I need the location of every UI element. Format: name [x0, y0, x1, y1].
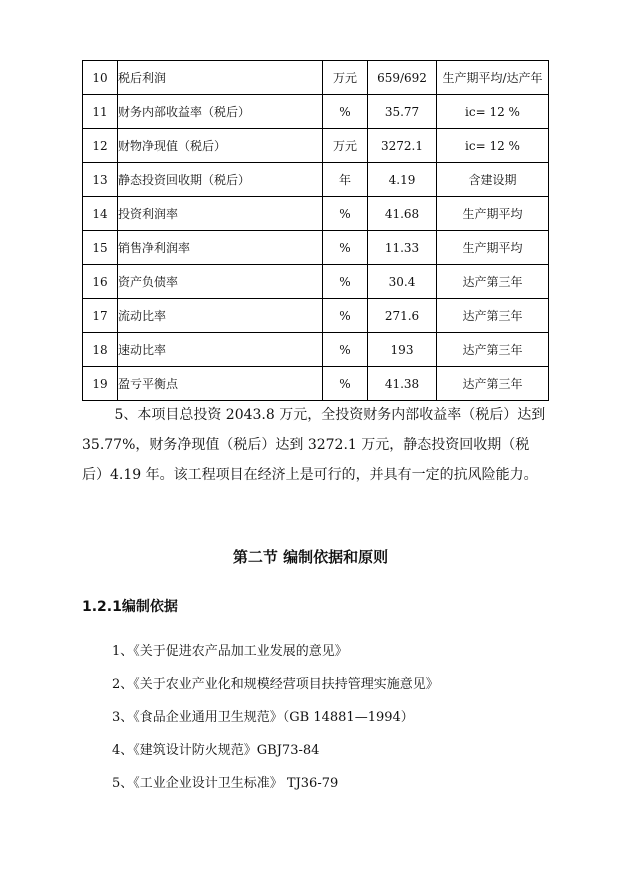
- unit-cell: %: [323, 231, 368, 265]
- note-cell: 生产期平均: [437, 197, 549, 231]
- table-row: [83, 333, 549, 367]
- unit-cell: 万元: [323, 129, 368, 163]
- note-cell: 达产第三年: [437, 299, 549, 333]
- unit-cell: %: [323, 333, 368, 367]
- note-cell: 含建设期: [437, 163, 549, 197]
- row-number: 13: [83, 163, 118, 197]
- row-number: 14: [83, 197, 118, 231]
- unit-cell: 万元: [323, 61, 368, 95]
- subheading-basis: 1.2.1编制依据: [82, 599, 178, 615]
- unit-cell: %: [323, 299, 368, 333]
- note-cell: 生产期平均: [437, 231, 549, 265]
- value-cell: 41.38: [368, 367, 437, 401]
- table-row: [83, 129, 549, 163]
- indicator-name: 盈亏平衡点: [118, 367, 323, 401]
- reference-item: 1、《关于促进农产品加工业发展的意见》: [112, 644, 348, 659]
- note-cell: 达产第三年: [437, 367, 549, 401]
- indicator-name: 资产负债率: [118, 265, 323, 299]
- section-title: 第二节 编制依据和原则: [232, 548, 389, 566]
- row-number: 19: [83, 367, 118, 401]
- unit-cell: 年: [323, 163, 368, 197]
- value-cell: 193: [368, 333, 437, 367]
- row-number: 16: [83, 265, 118, 299]
- value-cell: 30.4: [368, 265, 437, 299]
- row-number: 15: [83, 231, 118, 265]
- indicator-name: 税后利润: [118, 61, 323, 95]
- reference-item: 4、《建筑设计防火规范》GBJ73-84: [112, 743, 320, 758]
- row-number: 18: [83, 333, 118, 367]
- table-row: [83, 231, 549, 265]
- unit-cell: %: [323, 367, 368, 401]
- table-row: [83, 61, 549, 95]
- table-row: [83, 367, 549, 401]
- note-cell: ic= 12 %: [437, 129, 549, 163]
- table-row: [83, 197, 549, 231]
- value-cell: 41.68: [368, 197, 437, 231]
- summary-paragraph: 5、本项目总投资 2043.8 万元，全投资财务内部收益率（税后）达到 35.77%，财务净现值（税后）达到 3272.1 万元，静态投资回收期（税后）4.19 年。该工程项目在经济上是可行的，并具有一定的抗风险能力。: [82, 407, 546, 483]
- value-cell: 271.6: [368, 299, 437, 333]
- note-cell: 生产期平均/达产年: [437, 61, 549, 95]
- indicator-name: 销售净利润率: [118, 231, 323, 265]
- row-number: 10: [83, 61, 118, 95]
- indicator-name: 投资利润率: [118, 197, 323, 231]
- value-cell: 659/692: [368, 61, 437, 95]
- table-row: [83, 299, 549, 333]
- value-cell: 35.77: [368, 95, 437, 129]
- indicator-name: 财物净现值（税后）: [118, 129, 323, 163]
- row-number: 12: [83, 129, 118, 163]
- reference-item: 3、《食品企业通用卫生规范》（GB 14881—1994）: [112, 710, 414, 725]
- unit-cell: %: [323, 197, 368, 231]
- table-row: [83, 265, 549, 299]
- value-cell: 4.19: [368, 163, 437, 197]
- table-body: [83, 61, 549, 401]
- unit-cell: %: [323, 265, 368, 299]
- note-cell: ic= 12 %: [437, 95, 549, 129]
- indicator-name: 财务内部收益率（税后）: [118, 95, 323, 129]
- row-number: 11: [83, 95, 118, 129]
- value-cell: 11.33: [368, 231, 437, 265]
- table-row: [83, 95, 549, 129]
- row-number: 17: [83, 299, 118, 333]
- indicator-name: 速动比率: [118, 333, 323, 367]
- indicator-name: 静态投资回收期（税后）: [118, 163, 323, 197]
- note-cell: 达产第三年: [437, 333, 549, 367]
- note-cell: 达产第三年: [437, 265, 549, 299]
- indicator-name: 流动比率: [118, 299, 323, 333]
- reference-item: 5、《工业企业设计卫生标准》 TJ36-79: [112, 776, 339, 791]
- table-row: [83, 163, 549, 197]
- value-cell: 3272.1: [368, 129, 437, 163]
- reference-item: 2、《关于农业产业化和规模经营项目扶持管理实施意见》: [112, 677, 439, 692]
- unit-cell: %: [323, 95, 368, 129]
- financial-indicators-table: [82, 60, 549, 401]
